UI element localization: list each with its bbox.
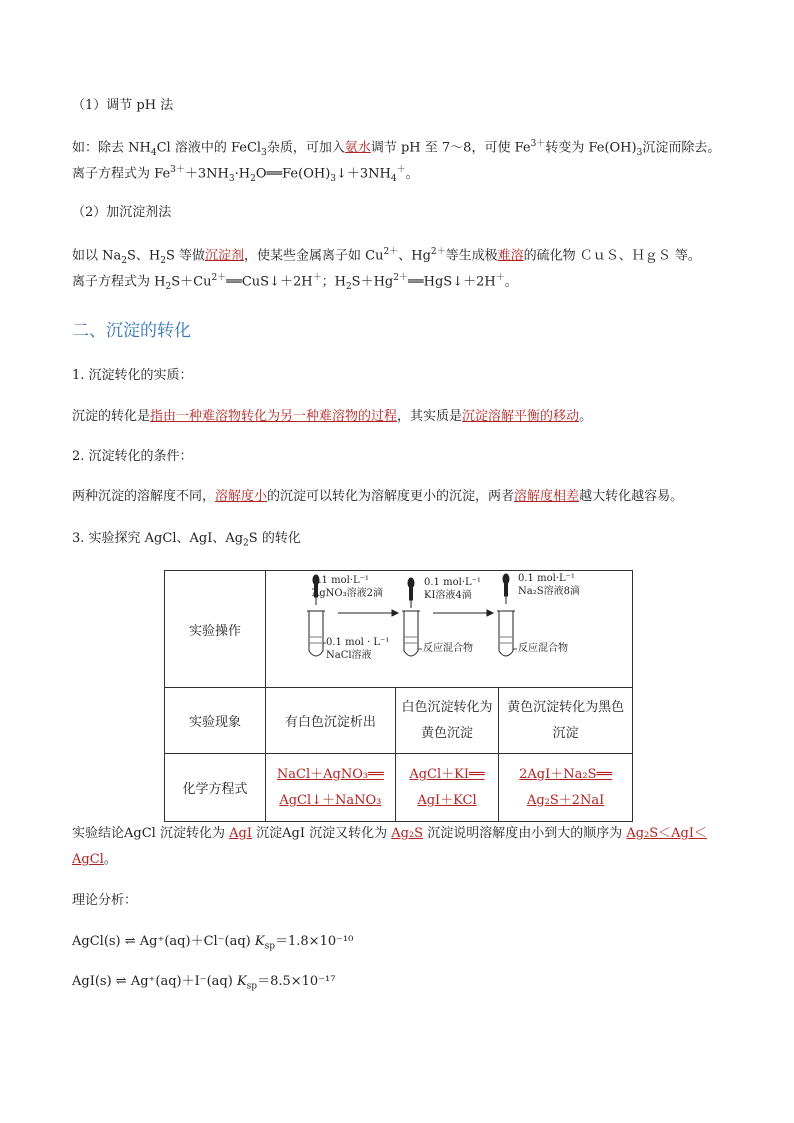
point-3-title: 3. 实验探究 AgCl、AgI、$Ag_2S$ 的转化 [72,531,301,549]
tube-3-label: 反应混合物 [518,643,568,654]
observation-2 [395,688,499,754]
row-label-observation: 实验现象 [165,688,266,754]
conclusion-line-1: 实验结论AgCl 沉淀转化为 AgI 沉淀AgI 沉淀又转化为 Ag₂S 沉淀说明溶解度由小到大的顺序为 Ag₂S＜AgI＜ [72,826,708,841]
section-heading: 二、沉淀的转化 [72,321,191,341]
point-1-text: 沉淀的转化是指由一种难溶物转化为另一种难溶物的过程，其实质是沉淀溶解平衡的移动。 [72,409,593,424]
tube-1-label: NaCl溶液 [326,650,372,661]
observation-3 [499,688,633,754]
reagent-2-concentration: 0.1 mol·L⁻¹ [424,577,481,588]
equation-1-line-2: AgCl↓＋NaNO₃ [279,792,382,808]
paragraph-precipitant-equation: 离子方程式为 $H_2S+Cu^{2+}══CuS↓+2H^+$；$H_2S+Hg^{2+}══HgS↓+2H^+$。 [72,273,518,292]
paragraph-ph-equation: 离子方程式为 $Fe^{3+}+3NH_3\cdot H_2O══Fe(OH)_3↓+3NH_4^+$。 [72,165,419,184]
equation-2-line-2: AgI＋KCl [417,792,477,808]
equilibrium-agcl: AgCl(s) ⇌ Ag⁺(aq)＋Cl⁻(aq) $K_{sp}=1.8\times 10^{-10}$ [72,934,354,952]
tube-1-concentration: 0.1 mol · L⁻¹ [326,637,390,648]
equation-3-line-1: 2AgI＋Na₂S══ [519,766,613,782]
experiment-diagram-cell [266,571,633,688]
subheading-ph-method: （1）调节 pH 法 [72,98,174,113]
theory-label: 理论分析： [72,893,138,908]
equation-2 [395,754,499,822]
equation-3-line-2: Ag₂S＋2NaI [526,792,605,808]
observation-3-text: 黄色沉淀转化为黑色沉淀 [507,699,625,741]
experiment-table [164,570,633,822]
experiment-diagram [266,571,632,687]
table-row [165,571,633,688]
equation-3 [499,754,633,822]
equation-2-line-1: AgCl＋KI══ [409,766,485,782]
conclusion-line-2: AgCl。 [72,852,117,867]
row-label-equation: 化学方程式 [165,754,266,822]
reagent-1-concentration: 0.1 mol·L⁻¹ [312,575,369,586]
row-label-operation: 实验操作 [165,571,266,688]
point-2-title: 2. 沉淀转化的条件： [72,449,193,464]
observation-1: 有白色沉淀析出 [266,688,396,754]
paragraph-precipitant-example: 如以 $Na_2S$、$H_2S$ 等做沉淀剂，使某些金属离子如 $Cu^{2+}$、$Hg^{2+}$等生成极难溶的硫化物 ＣｕＳ、ＨｇＳ 等。 [72,247,701,266]
reagent-3-label: Na₂S溶液8滴 [518,586,580,597]
paragraph-ph-example: 如：除去 $NH_4Cl$ 溶液中的 FeCl$_3$杂质，可加入氨水调节 pH 至 7～8，可使 $Fe^{3+}$转变为 $Fe(OH)_3$沉淀而除去。 [72,139,721,158]
equilibrium-agi: AgI(s) ⇌ Ag⁺(aq)＋I⁻(aq) $K_{sp}=8.5\times 10^{-17}$ [72,974,336,992]
equation-1 [266,754,396,822]
subheading-precipitant-method: （2）加沉淀剂法 [72,205,172,220]
point-1-title: 1. 沉淀转化的实质： [72,368,193,383]
tube-2-label: 反应混合物 [423,643,473,654]
observation-2-text: 白色沉淀转化为黄色沉淀 [401,699,493,741]
reagent-1-label: AgNO₃溶液2滴 [312,588,383,599]
reagent-2-label: KI溶液4滴 [424,590,472,601]
table-row [165,688,633,754]
table-row [165,754,633,822]
point-2-text: 两种沉淀的溶解度不同，溶解度小的沉淀可以转化为溶解度更小的沉淀，两者溶解度相差越大转化越容易。 [72,489,684,504]
equation-1-line-1: NaCl＋AgNO₃══ [276,766,384,782]
reagent-3-concentration: 0.1 mol·L⁻¹ [518,573,575,584]
